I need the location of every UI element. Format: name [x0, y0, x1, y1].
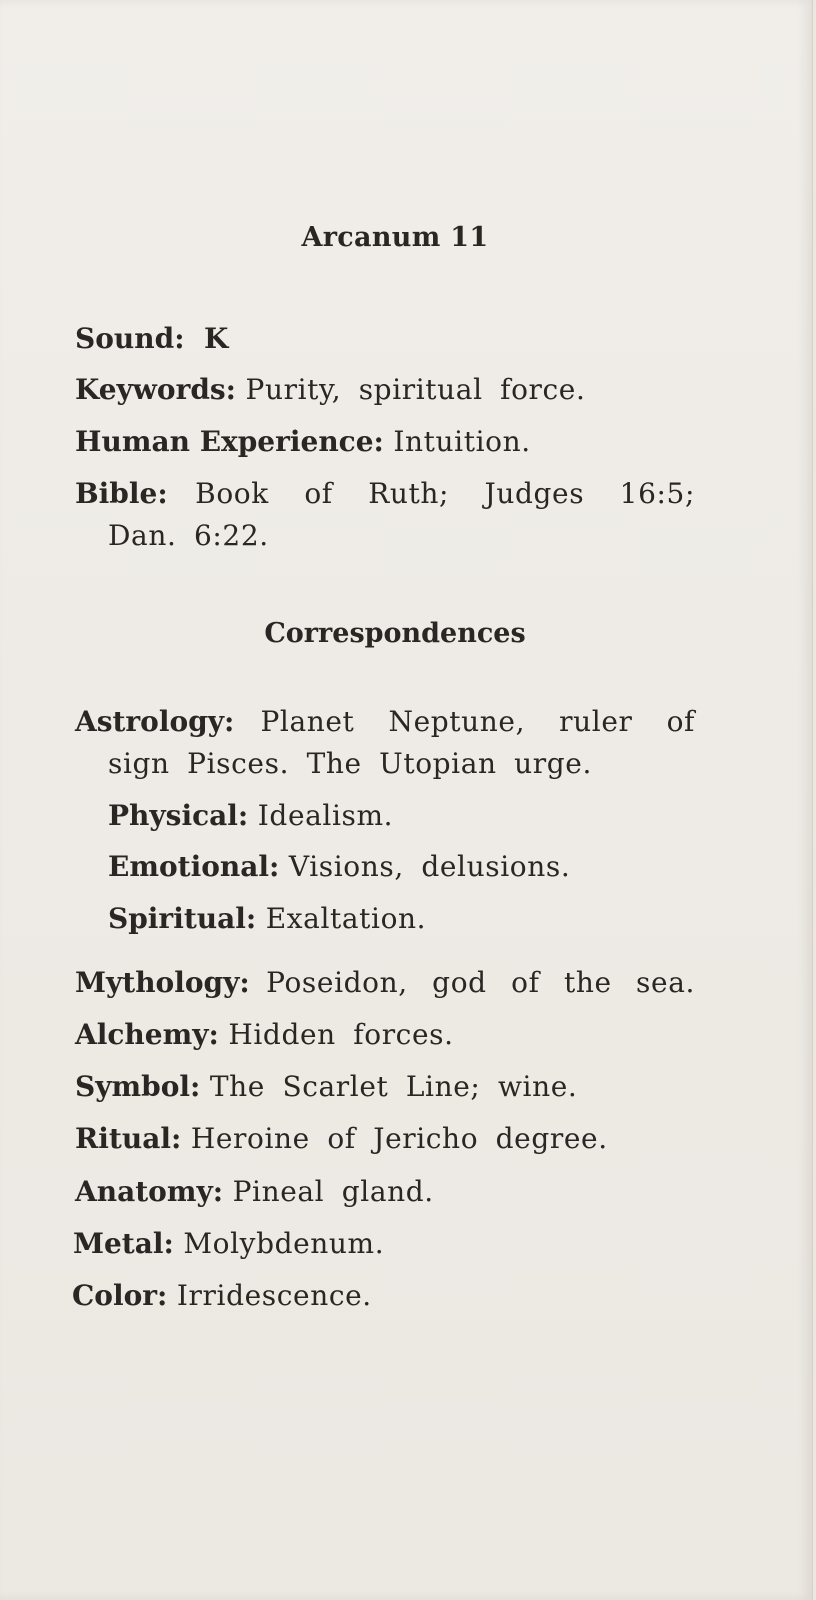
metal-label: Metal: [73, 1227, 174, 1260]
alchemy-value: Hidden forces. [228, 1018, 454, 1051]
physical-row [108, 795, 393, 837]
spiritual-label: Spiritual: [108, 902, 257, 935]
astrology-continuation [108, 743, 592, 785]
human-experience-label: Human Experience: [75, 425, 384, 458]
physical-value: Idealism. [257, 799, 394, 832]
ritual-row [75, 1118, 608, 1160]
ritual-label: Ritual: [75, 1122, 182, 1155]
physical-label: Physical: [108, 799, 249, 832]
astrology-row [75, 701, 695, 743]
anatomy-label: Anatomy: [75, 1175, 224, 1208]
sound-value: K [204, 322, 229, 355]
color-value: Irridescence. [176, 1279, 372, 1312]
symbol-label: Symbol: [75, 1070, 201, 1103]
anatomy-row [75, 1171, 434, 1213]
bible-continuation [108, 515, 269, 557]
page-title: Arcanum 11 [301, 222, 489, 253]
bible-row [75, 473, 695, 515]
keywords-value: Purity, spiritual force. [245, 373, 586, 406]
sound-row [75, 318, 228, 360]
emotional-row [108, 846, 570, 888]
ritual-value: Heroine of Jericho degree. [190, 1122, 608, 1155]
emotional-value: Visions, delusions. [288, 850, 571, 883]
keywords-label: Keywords: [75, 373, 237, 406]
symbol-row [75, 1066, 577, 1108]
bible-value-line2: Dan. 6:22. [108, 519, 269, 552]
astrology-value-line1: Planet Neptune, ruler of [260, 705, 695, 738]
emotional-label: Emotional: [108, 850, 280, 883]
mythology-value: Poseidon, god of the sea. [266, 966, 695, 999]
color-row [72, 1275, 372, 1317]
spiritual-value: Exaltation. [265, 902, 427, 935]
metal-value: Molybdenum. [183, 1227, 385, 1260]
human-experience-row [75, 421, 531, 463]
correspondences-heading: Correspondences [264, 618, 526, 649]
astrology-label: Astrology: [75, 705, 235, 738]
metal-row [73, 1223, 384, 1265]
mythology-row [75, 962, 695, 1004]
mythology-label: Mythology: [75, 966, 250, 999]
spiritual-row [108, 898, 426, 940]
alchemy-label: Alchemy: [75, 1018, 219, 1051]
alchemy-row [75, 1014, 454, 1056]
color-label: Color: [72, 1279, 168, 1312]
anatomy-value: Pineal gland. [232, 1175, 434, 1208]
symbol-value: The Scarlet Line; wine. [209, 1070, 578, 1103]
sound-label: Sound: [75, 322, 185, 355]
astrology-value-line2: sign Pisces. The Utopian urge. [108, 747, 592, 780]
keywords-row [75, 369, 585, 411]
bible-value-line1: Book of Ruth; Judges 16:5; [195, 477, 695, 510]
bible-label: Bible: [75, 477, 168, 510]
human-experience-value: Intuition. [393, 425, 531, 458]
